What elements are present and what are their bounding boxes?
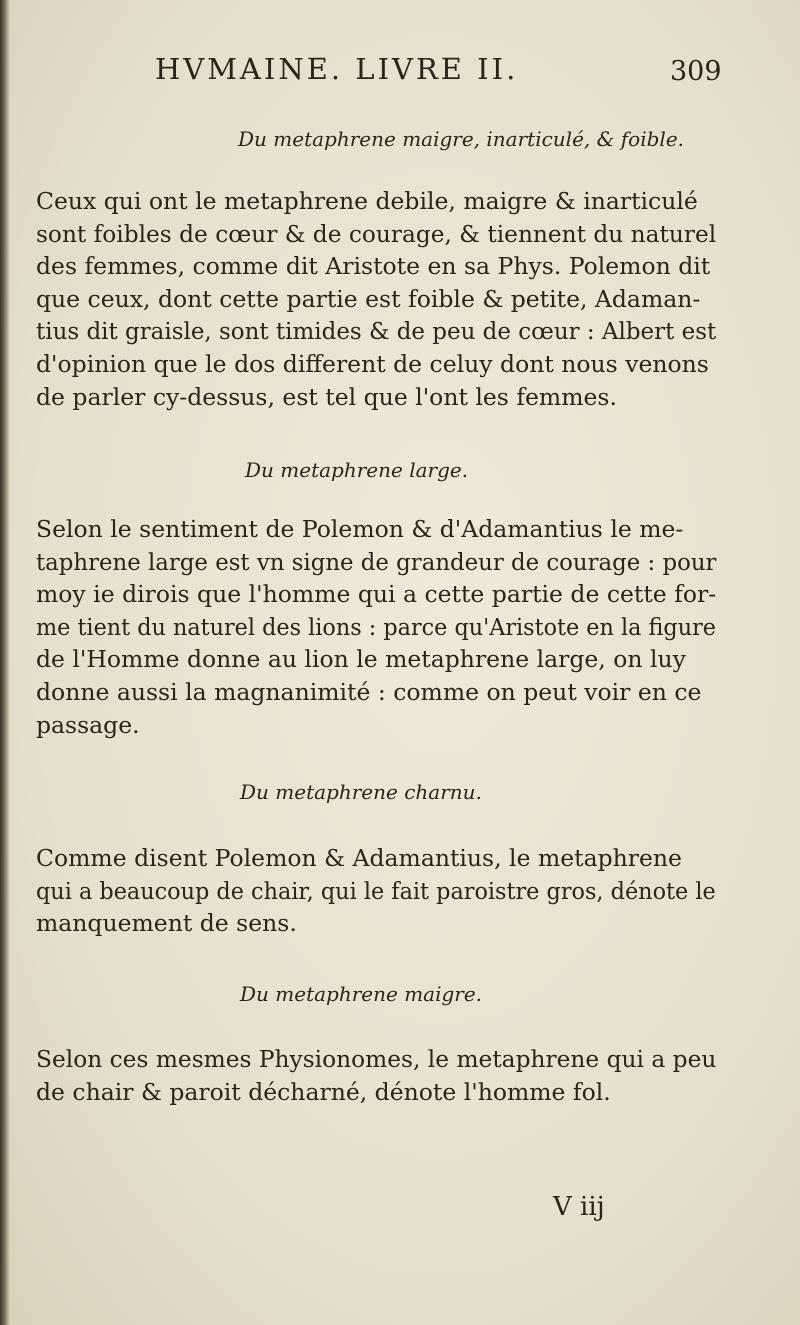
text-line: des femmes, comme dit Aristote en sa Phys. Polemon dit	[36, 252, 711, 281]
text-line: sont foibles de cœur & de courage, & tiennent du naturel	[36, 219, 717, 248]
paragraph-maigre-inarticule	[36, 185, 716, 413]
text-line: donne aussi la magnanimité : comme on peut voir en ce	[36, 677, 702, 706]
section-heading-large: Du metaphrene large.	[245, 458, 469, 482]
text-line: de l'Homme donne au lion le metaphrene large, on luy	[36, 645, 686, 674]
text-line: taphrene large est vn signe de grandeur de courage : pour	[36, 547, 717, 576]
paragraph-maigre	[36, 1043, 716, 1108]
paragraph-charnu	[36, 842, 716, 940]
text-line: de chair & paroit décharné, dénote l'homme fol.	[36, 1077, 611, 1106]
text-line: passage.	[36, 710, 140, 739]
binding-edge	[0, 0, 10, 1325]
running-head: HVMAINE. LIVRE II.	[155, 52, 519, 86]
text-line: moy ie dirois que l'homme qui a cette partie de cette for-	[36, 580, 717, 609]
text-line: Comme disent Polemon & Adamantius, le metaphrene	[36, 844, 682, 872]
text-line: manquement de sens.	[36, 909, 297, 938]
text-line: Ceux qui ont le metaphrene debile, maigre & inarticulé	[36, 187, 698, 215]
text-line: tius dit graisle, sont timides & de peu de cœur : Albert est	[36, 317, 717, 346]
text-line: Selon le sentiment de Polemon & d'Adamantius le me-	[36, 515, 684, 543]
text-line: de parler cy-dessus, est tel que l'ont les femmes.	[36, 382, 617, 411]
page-number: 309	[670, 56, 722, 87]
signature-mark: V iij	[553, 1192, 605, 1222]
text-line: d'opinion que le dos different de celuy dont nous venons	[36, 349, 709, 378]
text-line: que ceux, dont cette partie est foible & petite, Adaman-	[36, 284, 701, 313]
paragraph-large	[36, 513, 716, 741]
section-heading-maigre: Du metaphrene maigre.	[240, 982, 483, 1006]
text-line: Selon ces mesmes Physionomes, le metaphrene qui a peu	[36, 1045, 717, 1073]
text-line: qui a beaucoup de chair, qui le fait paroistre gros, dénote le	[36, 876, 716, 905]
text-line: me tient du naturel des lions : parce qu'Aristote en la figure	[36, 612, 716, 641]
section-heading-maigre-inarticule: Du metaphrene maigre, inarticulé, & foible.	[238, 127, 685, 151]
section-heading-charnu: Du metaphrene charnu.	[240, 780, 482, 804]
